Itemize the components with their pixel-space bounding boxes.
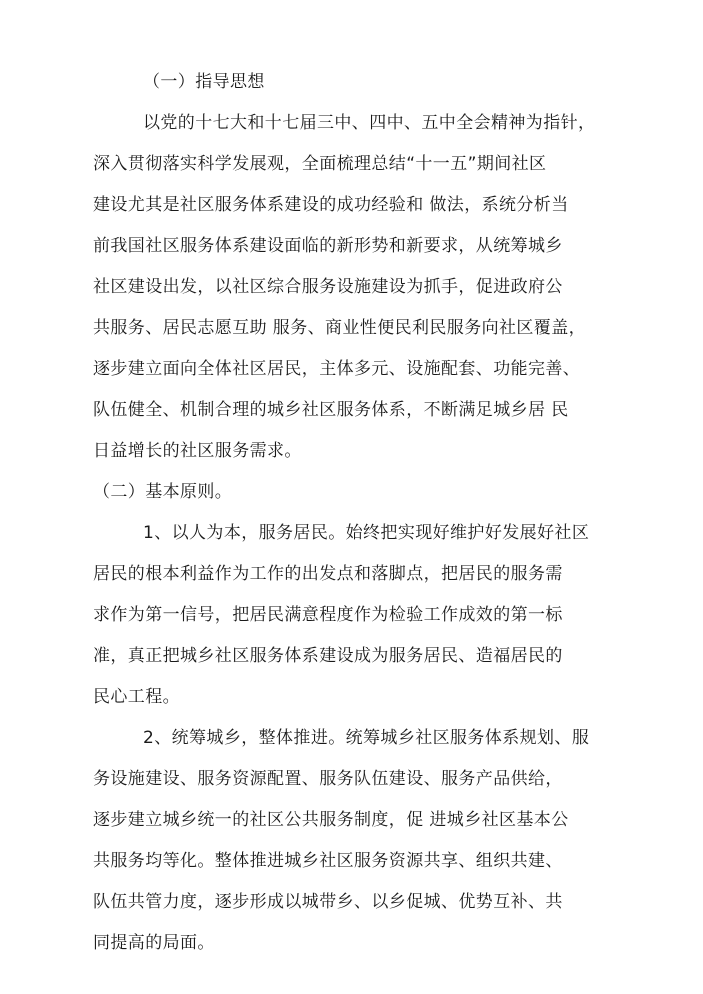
section-heading-basic-principles: （二）基本原则。 — [93, 482, 233, 502]
paragraph-line: 居民的根本利益作为工作的出发点和落脚点，把居民的服务需 — [93, 564, 563, 584]
paragraph-line: 以党的十七大和十七届三中、四中、五中全会精神为指针， — [143, 113, 596, 133]
section-heading-guiding-ideology: （一）指导思想 — [143, 72, 265, 92]
paragraph-line: 1、以人为本，服务居民。始终把实现好维护好发展好社区 — [143, 523, 590, 543]
paragraph-line: 逐步建立城乡统一的社区公共服务制度，促 进城乡社区基本公 — [93, 810, 569, 830]
paragraph-line: 深入贯彻落实科学发展观，全面梳理总结“十一五”期间社区 — [93, 154, 547, 174]
paragraph-line: 共服务、居民志愿互助 服务、商业性便民利民服务向社区覆盖， — [93, 318, 587, 338]
paragraph-line: 同提高的局面。 — [93, 933, 215, 953]
paragraph-line: 队伍健全、机制合理的城乡社区服务体系，不断满足城乡居 民 — [93, 400, 569, 420]
paragraph-line: 日益增长的社区服务需求。 — [93, 441, 302, 461]
paragraph-line: 社区建设出发，以社区综合服务设施建设为抓手，促进政府公 — [93, 277, 563, 297]
paragraph-line: 民心工程。 — [93, 687, 180, 707]
paragraph-line: 共服务均等化。整体推进城乡社区服务资源共享、组织共建、 — [93, 851, 563, 871]
paragraph-line: 求作为第一信号，把居民满意程度作为检验工作成效的第一标 — [93, 605, 563, 625]
paragraph-line: 建设尤其是社区服务体系建设的成功经验和 做法，系统分析当 — [93, 195, 569, 215]
paragraph-line: 逐步建立面向全体社区居民，主体多元、设施配套、功能完善、 — [93, 359, 581, 379]
paragraph-line: 队伍共管力度，逐步形成以城带乡、以乡促城、优势互补、共 — [93, 892, 563, 912]
paragraph-line: 务设施建设、服务资源配置、服务队伍建设、服务产品供给， — [93, 769, 563, 789]
paragraph-line: 2、统筹城乡，整体推进。统筹城乡社区服务体系规划、服 — [143, 728, 590, 748]
paragraph-line: 前我国社区服务体系建设面临的新形势和新要求，从统筹城乡 — [93, 236, 563, 256]
paragraph-line: 准，真正把城乡社区服务体系建设成为服务居民、造福居民的 — [93, 646, 563, 666]
